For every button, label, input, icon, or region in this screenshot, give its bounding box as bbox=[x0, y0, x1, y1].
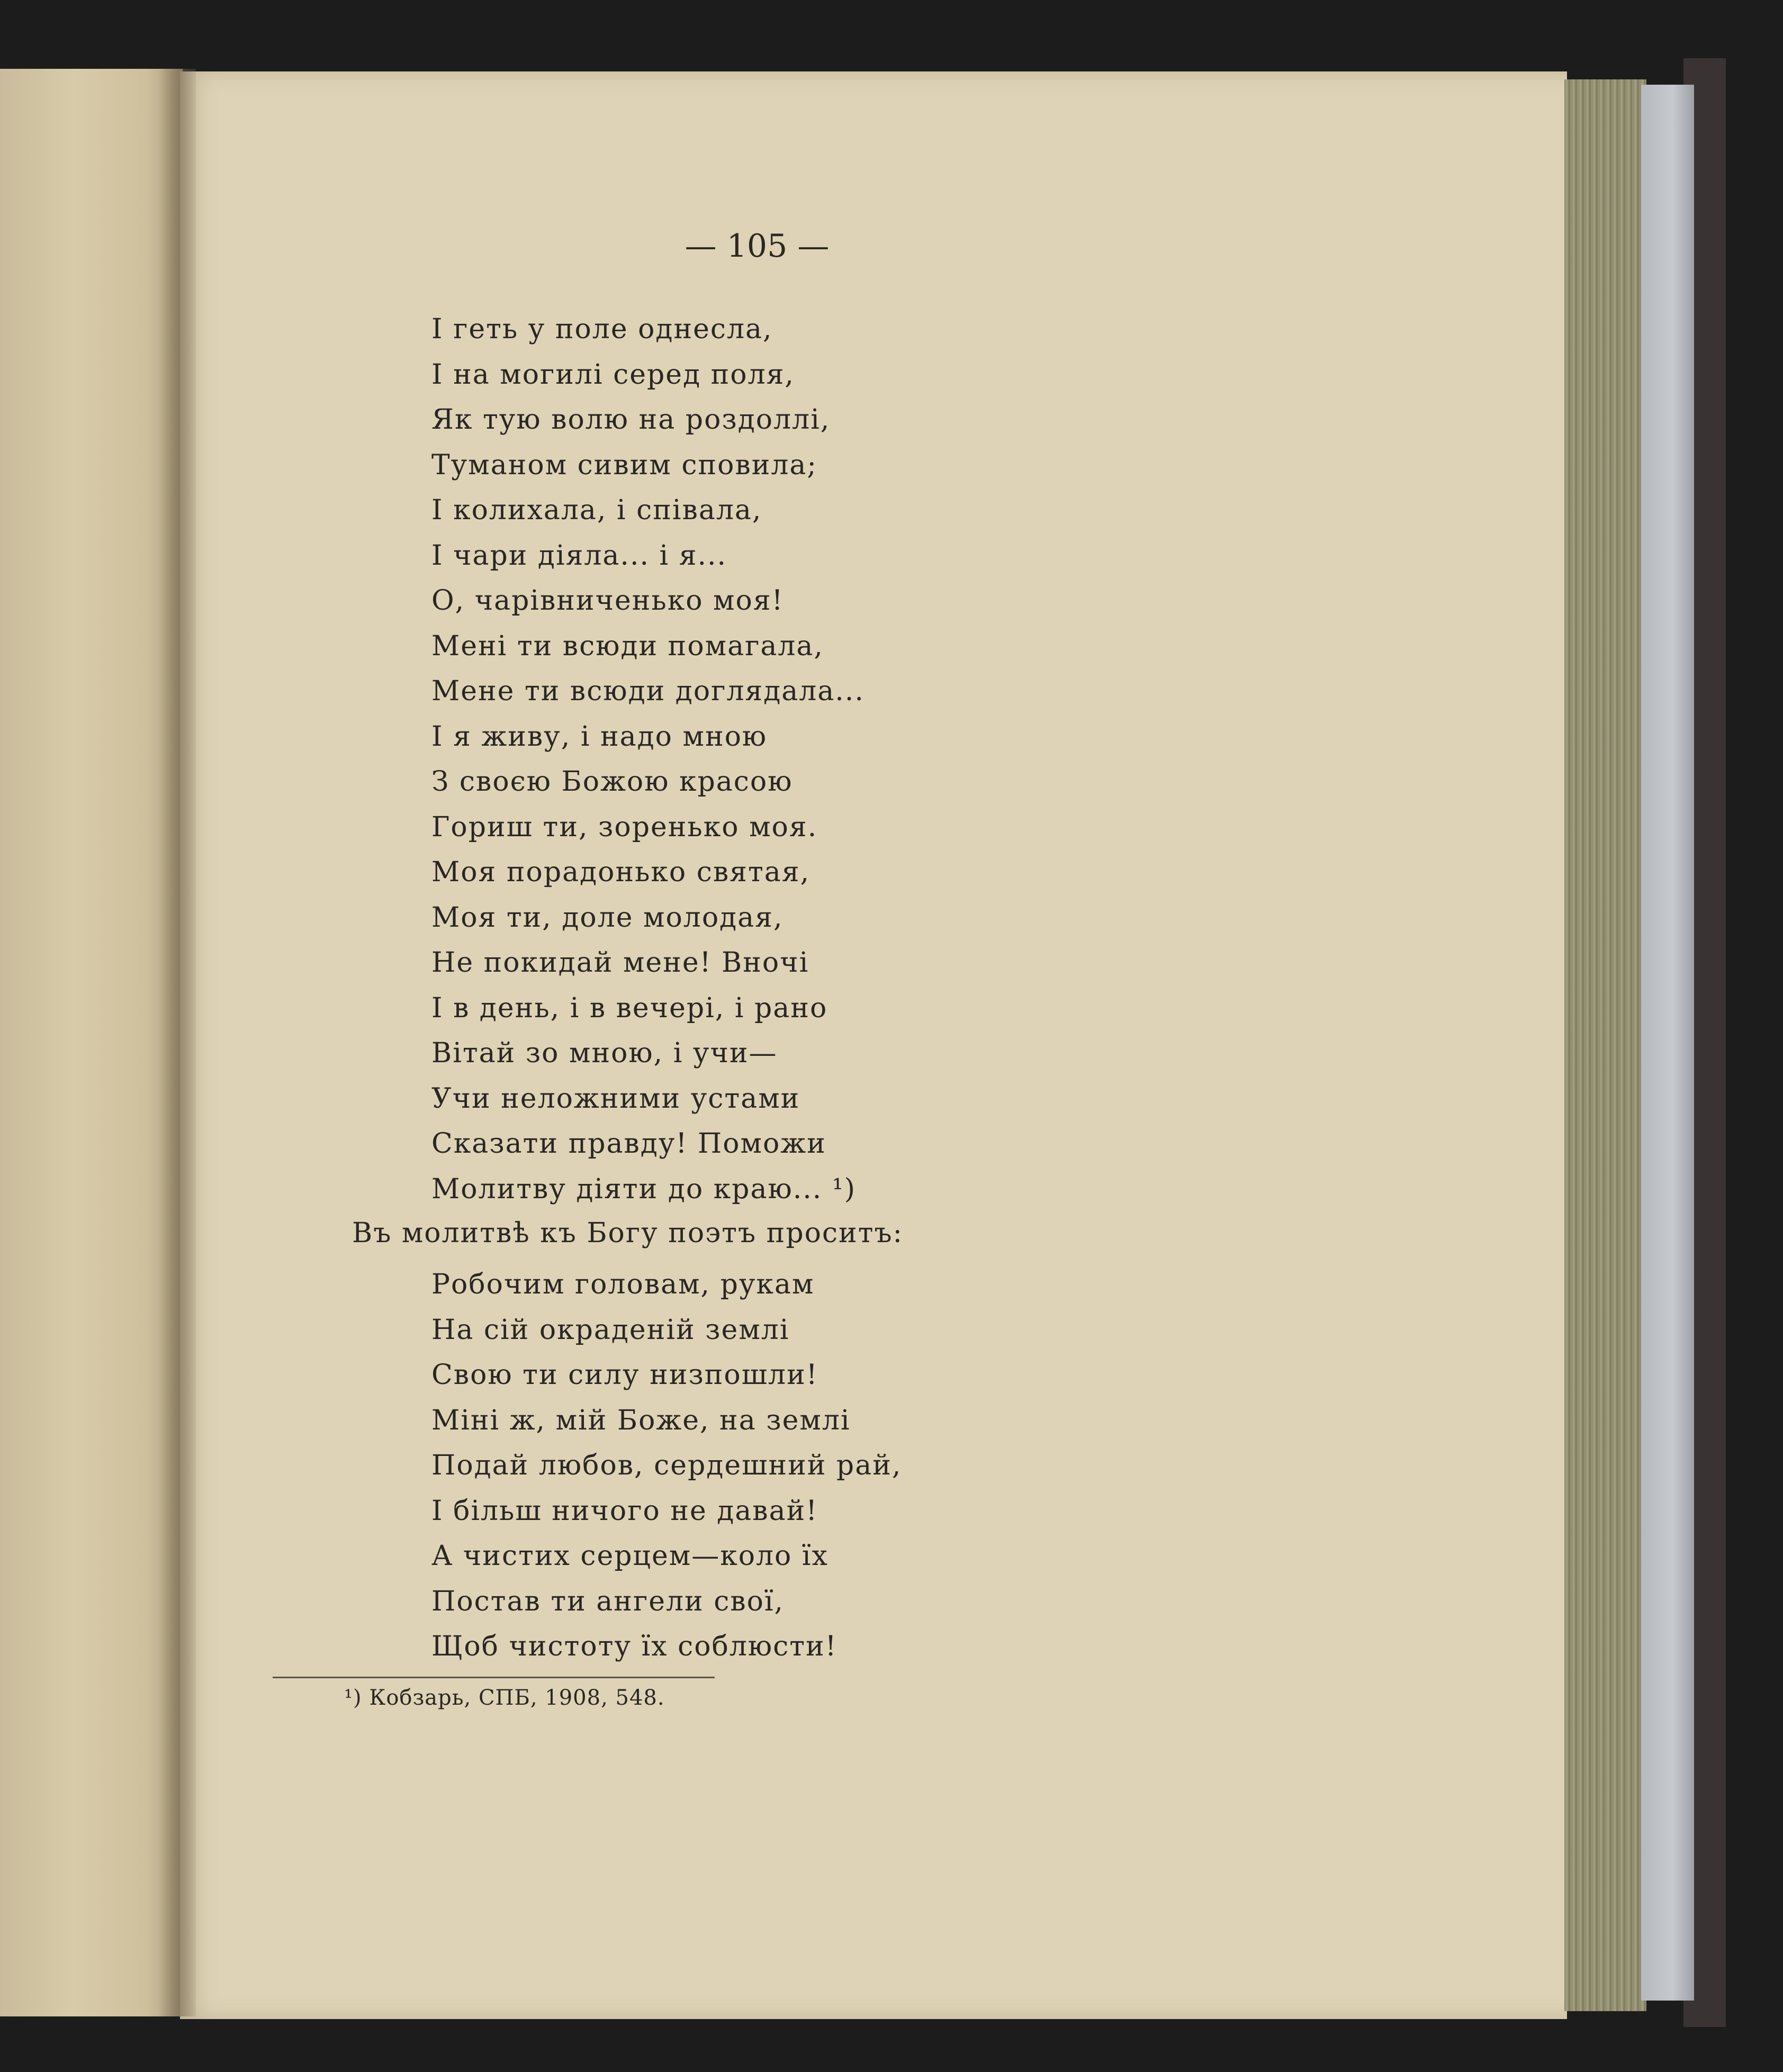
prayer-block bbox=[431, 1262, 902, 1670]
poem-line: Учи неложними устами bbox=[431, 1082, 800, 1115]
poem-line: Моя ти, доле молодая, bbox=[431, 901, 784, 934]
poem-line: Молитву діяти до краю... ¹) bbox=[431, 1173, 856, 1205]
page-gutter bbox=[159, 69, 196, 2016]
poem-line: Моя порадонько святая, bbox=[431, 856, 811, 888]
poem-line: І на могилі серед поля, bbox=[431, 358, 795, 391]
poem-line: І геть у поле однесла, bbox=[431, 313, 773, 345]
poem-line: І я живу, і надо мною bbox=[431, 720, 768, 753]
poem-line: І чари діяла... і я... bbox=[431, 539, 727, 572]
poem-line: Туманом сивим сповила; bbox=[431, 449, 817, 481]
prayer-line: Робочим головам, рукам bbox=[431, 1269, 815, 1300]
prayer-line: Постав ти ангели свої, bbox=[431, 1585, 785, 1617]
poem-block bbox=[431, 307, 865, 1212]
poem-line: Сказати правду! Поможи bbox=[431, 1128, 826, 1160]
right-page bbox=[180, 71, 1567, 2019]
prayer-line: І більш ничого не давай! bbox=[431, 1495, 818, 1527]
poem-line: І в день, і в вечері, і рано bbox=[431, 992, 828, 1024]
prayer-line: Щоб чистоту їх соблюсти! bbox=[431, 1631, 838, 1662]
page-edges bbox=[1564, 79, 1646, 2011]
poem-line: Мені ти всюди помагала, bbox=[431, 630, 824, 662]
prayer-line: Подай любов, сердешний рай, bbox=[431, 1450, 902, 1481]
footnote-rule bbox=[273, 1677, 715, 1678]
prayer-line: На сій окраденій землі bbox=[431, 1314, 790, 1346]
book-cover-edge bbox=[1641, 85, 1694, 2001]
poem-line: І колихала, і співала, bbox=[431, 494, 762, 526]
prayer-line: Свою ти силу низпошли! bbox=[431, 1359, 818, 1391]
poem-line: Як тую волю на роздоллі, bbox=[431, 404, 831, 436]
poem-line: Вітай зо мною, і учи— bbox=[431, 1037, 778, 1069]
intro-line: Въ молитвѣ къ Богу поэтъ проситъ: bbox=[352, 1217, 904, 1249]
left-page bbox=[0, 69, 183, 2016]
prayer-line: А чистих серцем—коло їх bbox=[431, 1540, 829, 1572]
poem-line: О, чарівниченько моя! bbox=[431, 585, 784, 617]
poem-line: Мене ти всюди доглядала... bbox=[431, 675, 865, 707]
poem-line: Гориш ти, зоренько моя. bbox=[431, 811, 818, 843]
prayer-line: Міні ж, мій Боже, на землі bbox=[431, 1404, 851, 1436]
footnote: ¹) Кобзарь, СПБ, 1908, 548. bbox=[344, 1686, 665, 1710]
poem-line: Не покидай мене! Вночі bbox=[431, 947, 809, 979]
poem-line: З своєю Божою красою bbox=[431, 766, 793, 798]
page-number: — 105 — bbox=[685, 228, 830, 265]
